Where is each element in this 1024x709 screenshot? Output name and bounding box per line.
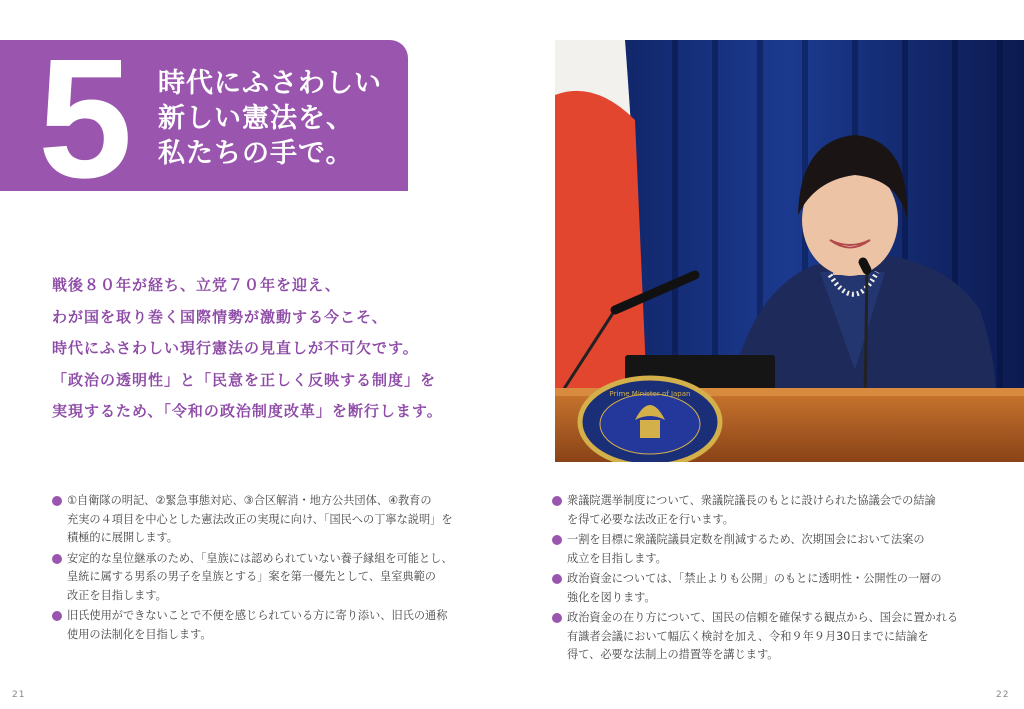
page-number-left: 21 [12,690,26,700]
bullet-icon [552,496,562,506]
page-number-right: 22 [996,690,1010,700]
list-item [52,607,492,644]
list-item-text: 一割を目標に衆議院議員定数を削減するため、次期国会において法案の 成立を目指します。 [567,533,925,565]
section-title-line: 私たちの手で。 [158,138,354,169]
list-item-text: ①自衛隊の明記、②緊急事態対応、③合区解消・地方公共団体、④教育の 充実の４項目を中心とした憲法改正の実現に向け、「国民への丁寧な説明」を 積極的に展開します。 [67,494,453,544]
lead-line: 「政治の透明性」と「民意を正しく反映する制度」を [52,370,437,389]
list-item [552,609,992,665]
section-title-line: 時代にふさわしい [158,68,382,99]
prime-minister-photo [555,40,1024,462]
list-item [52,492,492,548]
lead-paragraph [52,270,443,428]
list-item-text: 安定的な皇位継承のため、「皇族には認められていない養子縁組を可能とし、 皇統に属する男系の男子を皇族とする」案を第一優先として、皇室典範の 改正を目指します。 [67,551,453,602]
list-item-text: 衆議院選挙制度について、衆議院議長のもとに設けられた協議会での結論 を得て必要な法改正を行います。 [567,494,936,526]
bullet-icon [552,613,562,623]
section-title [158,66,382,171]
lead-line: 戦後８０年が経ち、立党７０年を迎え、 [52,276,341,294]
list-item-text: 政治資金については、「禁止よりも公開」のもとに透明性・公開性の一層の 強化を図ります。 [567,572,942,604]
list-item [52,550,492,606]
list-item [552,531,992,568]
left-bullet-list [52,492,492,646]
section-title-line: 新しい憲法を、 [158,103,354,134]
lead-line: わが国を取り巻く国際情勢が激動する今こそ、 [52,307,388,326]
bullet-icon [52,496,62,506]
right-bullet-list [552,492,992,667]
list-item-text: 旧氏使用ができないことで不便を感じられている方に寄り添い、旧氏の通称 使用の法制化を目指します。 [67,609,448,641]
list-item-text: 政治資金の在り方について、国民の信頼を確保する観点から、国会に置かれる 有識者会議において幅広く検討を加え、令和９年９月30日までに結論を 得て、必要な法制上の措置等を講じます。 [567,611,959,661]
lead-line: 時代にふさわしい現行憲法の見直しが不可欠です。 [52,339,419,357]
bullet-icon [552,574,562,584]
bullet-icon [52,611,62,621]
bullet-icon [52,554,62,564]
section-number: 5 [38,24,133,214]
lead-line: 実現するため、「令和の政治制度改革」を断行します。 [52,402,443,420]
emblem-text: Prime Minister of Japan [609,390,691,398]
list-item [552,492,992,529]
list-item [552,570,992,607]
photo-illustration [555,40,1024,462]
bullet-icon [552,535,562,545]
